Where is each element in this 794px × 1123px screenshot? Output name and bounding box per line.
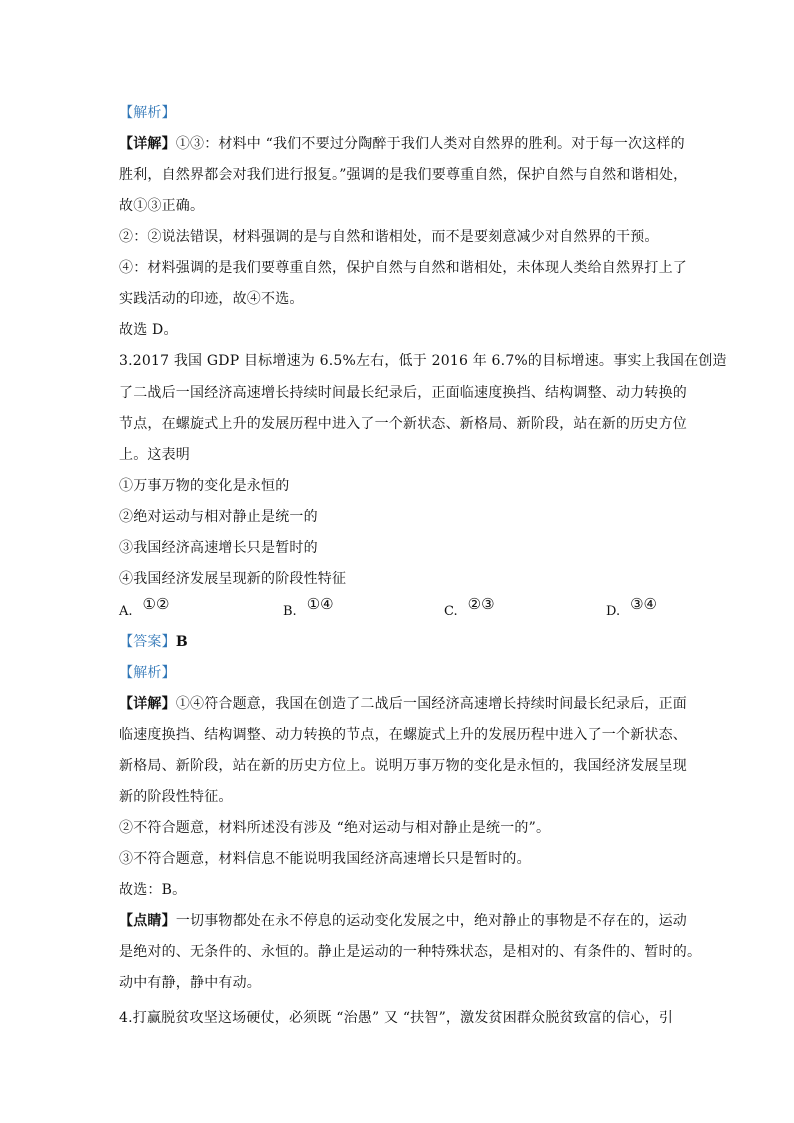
question-stem-line: 3.2017 我国 GDP 目标增速为 6.5%左右，低于 2016 年 6.7%的目标增速。事实上我国在创造: [119, 353, 727, 369]
option-a: [119, 595, 170, 622]
option-letter: A.: [119, 604, 133, 619]
pointer-line: [119, 911, 688, 931]
option-d: [606, 595, 657, 622]
note-line: ②不符合题意，材料所述没有涉及 “绝对运动与相对静止是统一的”。: [119, 820, 551, 836]
option-c: [444, 595, 495, 622]
statement-item: ①万事万物的变化是永恒的: [119, 478, 290, 494]
pointer-line: 动中有静，静中有动。: [119, 975, 261, 991]
answer-value: B: [175, 634, 188, 650]
note-line: ③不符合题意，材料信息不能说明我国经济高速增长只是暂时的。: [119, 851, 531, 867]
note-line: ②：②说法错误，材料强调的是与自然和谐相处，而不是要刻意减少对自然界的干预。: [119, 229, 659, 245]
answer-line: [119, 632, 679, 652]
detail-label: 【详解】: [119, 696, 176, 712]
pointer-line: 是绝对的、无条件的、永恒的。静止是运动的一种特殊状态，是相对的、有条件的、暂时的。: [119, 944, 702, 960]
statement-item: ④我国经济发展呈现新的阶段性特征: [119, 571, 347, 587]
note-line: 实践活动的印迹，故④不选。: [119, 291, 304, 307]
detail-line: 新的阶段性特征。: [119, 789, 233, 805]
detail-line: 故①③正确。: [119, 198, 205, 214]
option-letter: D.: [606, 604, 621, 619]
question-stem-line: 了二战后一国经济高速增长持续时间最长纪录后，正面临速度换挡、结构调整、动力转换的: [119, 385, 687, 401]
detail-line: [119, 134, 685, 154]
pointer-text: 一切事物都处在永不停息的运动变化发展之中，绝对静止的事物是不存在的，运动: [175, 913, 688, 929]
option-value: ②③: [467, 595, 495, 613]
question-stem-line: 节点，在螺旋式上升的发展历程中进入了一个新状态、新格局、新阶段，站在新的历史方位: [119, 416, 687, 432]
statement-item: ②绝对运动与相对静止是统一的: [119, 509, 318, 525]
detail-text: ①④符合题意，我国在创造了二战后一国经济高速增长持续时间最长纪录后，正面: [175, 696, 688, 712]
statement-item: ③我国经济高速增长只是暂时的: [119, 540, 318, 556]
detail-line: 临速度换挡、结构调整、动力转换的节点，在螺旋式上升的发展历程中进入了一个新状态、: [119, 727, 687, 743]
option-b: [283, 595, 334, 622]
detail-label: 【详解】: [119, 136, 176, 152]
detail-line: 胜利，自然界都会对我们进行报复。”强调的是我们要尊重自然，保护自然与自然和谐相处，: [119, 167, 688, 183]
analysis-label: 【解析】: [119, 665, 176, 681]
conclusion-line: 故选：B。: [119, 882, 187, 898]
note-line: ④：材料强调的是我们要尊重自然，保护自然与自然和谐相处，未体现人类给自然界打上了: [119, 260, 687, 276]
option-letter: C.: [444, 604, 458, 619]
pointer-label: 【点睛】: [119, 913, 176, 929]
option-value: ①②: [142, 595, 170, 613]
detail-line: 新格局、新阶段，站在新的历史方位上。说明万事万物的变化是永恒的，我国经济发展呈现: [119, 758, 687, 774]
detail-line: [119, 694, 688, 714]
question-stem-line: 4.打赢脱贫攻坚这场硬仗，必须既 “治愚” 又 “扶智”，激发贫困群众脱贫致富的信心，引: [119, 1010, 674, 1026]
answer-label: 【答案】: [119, 634, 176, 650]
conclusion-line: 故选 D。: [119, 322, 178, 338]
question-stem-line: 上。这表明: [119, 447, 190, 463]
detail-text: ①③：材料中 “我们不要过分陶醉于我们人类对自然界的胜利。对于每一次这样的: [175, 136, 685, 152]
analysis-label: 【解析】: [119, 105, 176, 121]
option-letter: B.: [283, 604, 297, 619]
option-value: ③④: [630, 595, 657, 613]
option-value: ①④: [306, 595, 334, 613]
